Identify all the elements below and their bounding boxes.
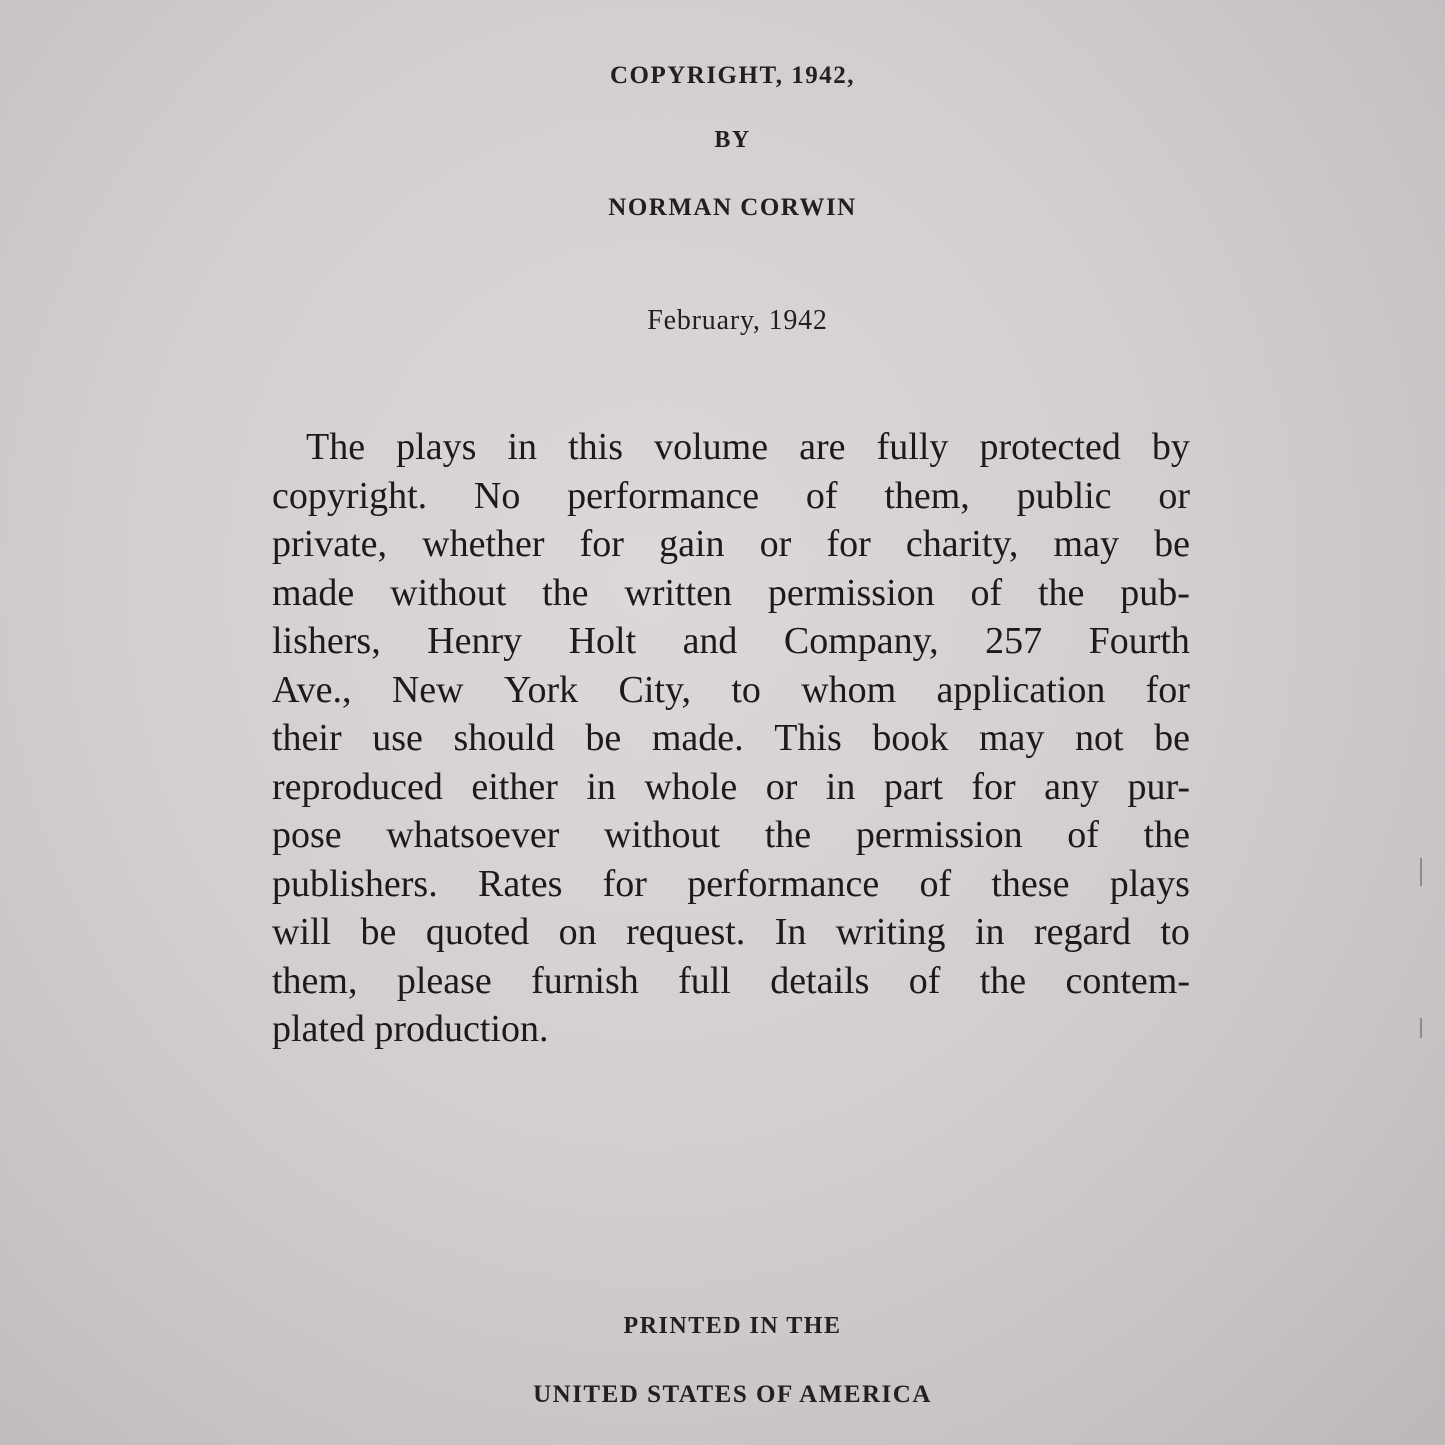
page-edge-mark [1420, 1018, 1422, 1038]
notice-line: their use should be made. This book may not be [272, 717, 1190, 759]
by-line: BY [714, 127, 751, 153]
notice-line: private, whether for gain or for charity, may be [272, 523, 1190, 565]
notice-line: lishers, Henry Holt and Company, 257 Fourth [272, 620, 1190, 662]
notice-line: copyright. No performance of them, public or [272, 474, 1190, 517]
copyright-line: COPYRIGHT, 1942, [609, 62, 856, 89]
notice-line: The plays in this volume are fully protected by [306, 426, 1190, 468]
notice-line: will be quoted on request. In writing in regard to [272, 911, 1190, 953]
notice-line: reproduced either in whole or in part for any pur- [272, 765, 1190, 808]
notice-line: Ave., New York City, to whom application for [272, 668, 1190, 711]
country-line: UNITED STATES OF AMERICA [533, 1381, 932, 1408]
printed-in-line: PRINTED IN THE [623, 1313, 842, 1339]
page-edge-mark [1420, 858, 1422, 886]
author-name: NORMAN CORWIN [608, 194, 857, 221]
publication-date: February, 1942 [647, 305, 828, 336]
notice-line: pose whatsoever without the permission of the [272, 814, 1190, 856]
rights-notice [272, 423, 1190, 1054]
notice-line: publishers. Rates for performance of these plays [272, 862, 1190, 905]
notice-line: made without the written permission of the pub- [272, 571, 1190, 614]
notice-line: plated production. [272, 1008, 549, 1050]
notice-line: them, please furnish full details of the contem- [272, 959, 1190, 1002]
